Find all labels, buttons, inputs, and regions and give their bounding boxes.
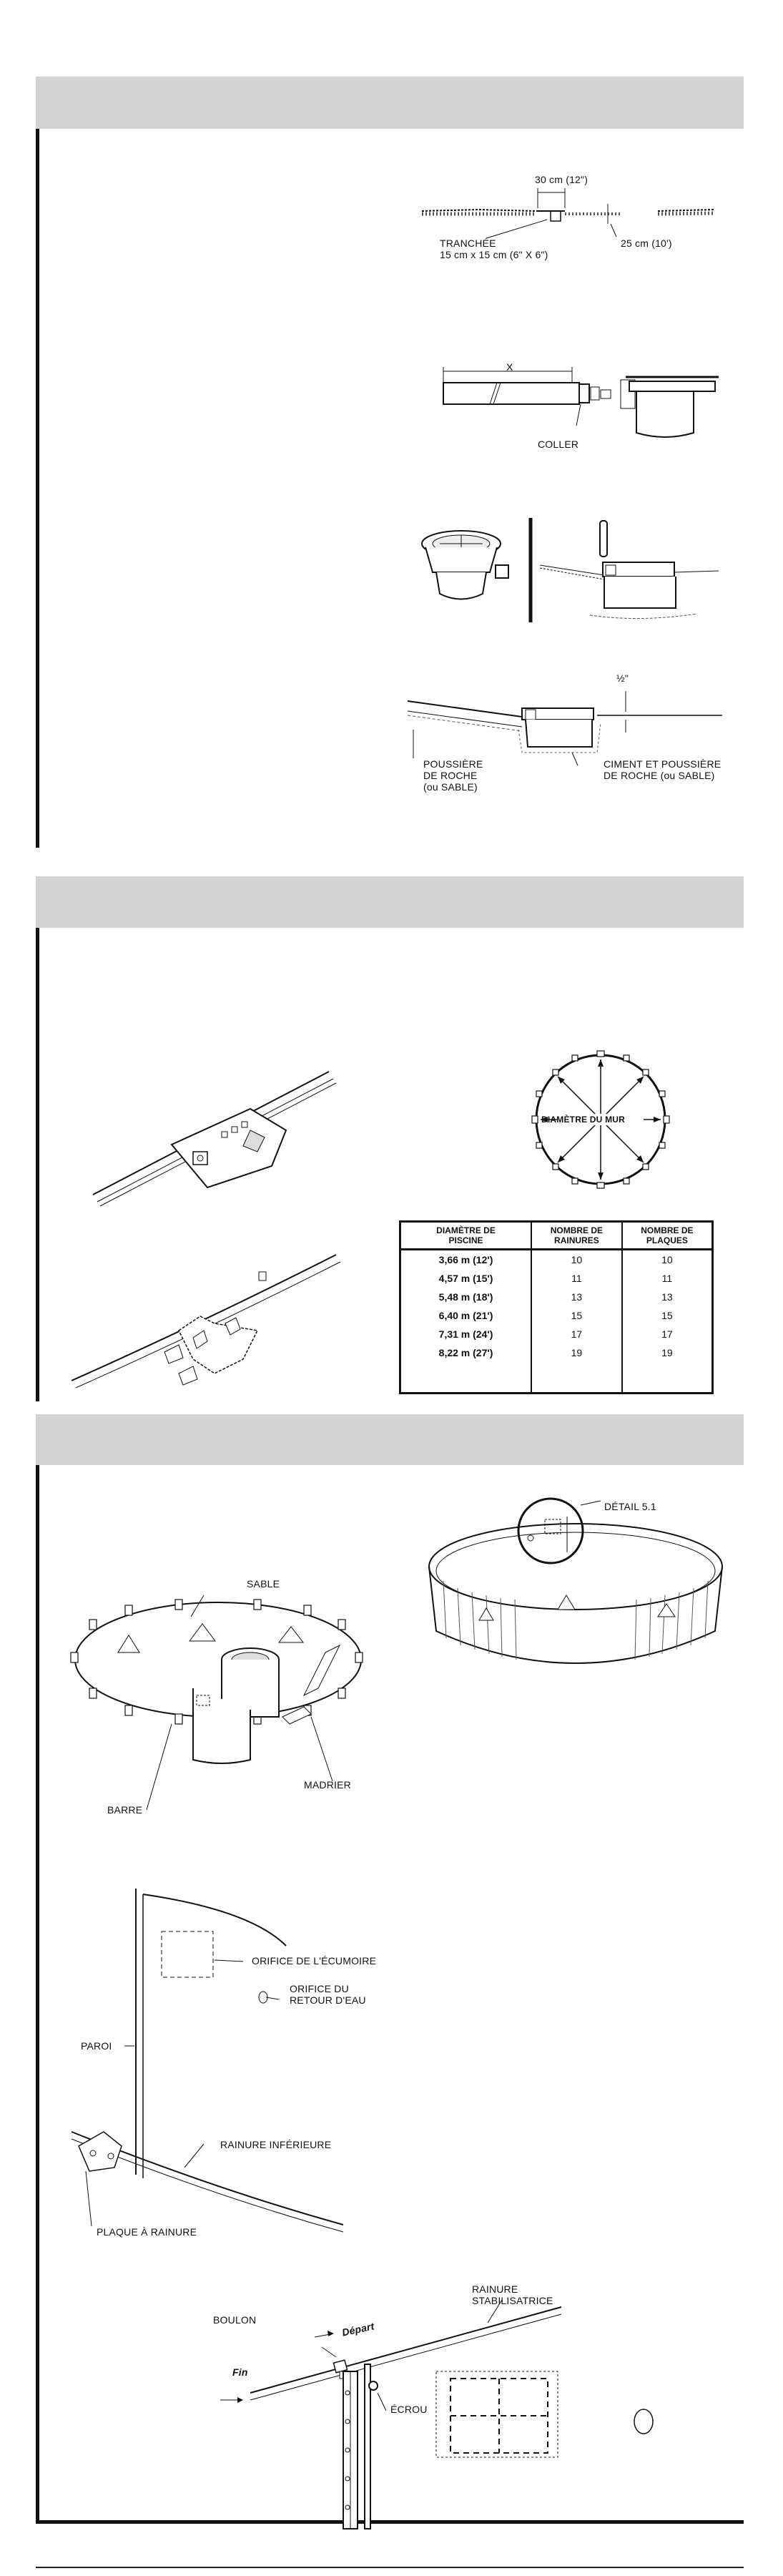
section-header-2 <box>36 876 744 928</box>
table-row <box>400 1250 713 1270</box>
track-plate-figure-2 <box>72 1252 343 1395</box>
cell-grooves: 13 <box>531 1288 622 1306</box>
pool-dimensions-table <box>399 1220 714 1394</box>
table-row <box>400 1343 713 1362</box>
column-header-grooves: NOMBRE DE RAINURES <box>531 1222 622 1250</box>
skimmer-install-figure <box>411 515 726 630</box>
table-row <box>400 1269 713 1288</box>
cell-diameter: 3,66 m (12') <box>400 1250 532 1270</box>
cell-grooves: 15 <box>531 1306 622 1325</box>
stabilizer-figure <box>207 2293 679 2536</box>
track-plate-figure-1 <box>86 1066 336 1209</box>
wall-label: PAROI <box>81 2040 112 2052</box>
cell-plates: 11 <box>661 1273 673 1284</box>
wall-holes-figure <box>72 1889 358 2261</box>
start-label: Départ <box>340 2320 375 2339</box>
groove-plate-label: PLAQUE À RAINURE <box>97 2226 197 2238</box>
bottom-groove-label: RAINURE INFÉRIEURE <box>220 2139 332 2150</box>
footer-page-mark <box>704 2567 713 2568</box>
cell-grooves: 17 <box>531 1325 622 1343</box>
cell-diameter: 6,40 m (21') <box>400 1306 532 1325</box>
cell-diameter: 7,31 m (24') <box>400 1325 532 1343</box>
trench-depth-label: 25 cm (10') <box>621 237 672 249</box>
half-inch-label: ½" <box>616 672 629 684</box>
return-hole-label: ORIFICE DU RETOUR D'EAU <box>290 1983 366 2006</box>
cell-grooves: 11 <box>531 1269 622 1288</box>
cell-plates: 19 <box>661 1347 673 1358</box>
trench-caption-label: TRANCHÉE 15 cm x 15 cm (6" X 6") <box>440 237 548 260</box>
detail-label: DÉTAIL 5.1 <box>604 1501 656 1512</box>
table-filler-row <box>400 1362 713 1394</box>
collar-label: COLLER <box>538 439 579 450</box>
section-header-1 <box>36 77 744 129</box>
footer-rule <box>36 2567 744 2568</box>
plank-label: MADRIER <box>304 1779 351 1791</box>
nut-label: ÉCROU <box>390 2404 428 2415</box>
pool-ring-figure <box>422 1495 729 1688</box>
table-header-row <box>400 1222 713 1250</box>
skimmer-section-figure <box>408 672 722 773</box>
end-label: Fin <box>232 2366 248 2378</box>
cell-plates: 13 <box>661 1291 673 1303</box>
cell-plates: 10 <box>661 1254 673 1265</box>
table-row <box>400 1325 713 1343</box>
pipe-skimmer-figure <box>429 361 729 469</box>
bolt-label: BOULON <box>213 2314 257 2326</box>
pipe-x-label: X <box>506 361 513 373</box>
cell-grooves: 10 <box>531 1250 622 1270</box>
column-header-diameter: DIAMÈTRE DE PISCINE <box>400 1222 532 1250</box>
cell-plates: 15 <box>661 1310 673 1321</box>
cell-diameter: 5,48 m (18') <box>400 1288 532 1306</box>
cell-plates: 17 <box>661 1328 673 1340</box>
sand-label: SABLE <box>247 1578 280 1590</box>
cell-diameter: 4,57 m (15') <box>400 1269 532 1288</box>
bar-label: BARRE <box>107 1804 143 1816</box>
column-header-plates: NOMBRE DE PLAQUES <box>622 1222 713 1250</box>
table-row <box>400 1306 713 1325</box>
table-row <box>400 1288 713 1306</box>
cell-grooves: 19 <box>531 1343 622 1362</box>
wall-diameter-label: DIAMÈTRE DU MUR <box>541 1115 625 1125</box>
stabilizer-groove-label: RAINURE STABILISATRICE <box>472 2283 553 2306</box>
skimmer-hole-label: ORIFICE DE L'ÉCUMOIRE <box>252 1955 377 1967</box>
section-header-3 <box>36 1414 744 1465</box>
stone-dust-label: POUSSIÈRE DE ROCHE (ou SABLE) <box>423 758 483 793</box>
cell-diameter: 8,22 m (27') <box>400 1343 532 1362</box>
trench-width-label: 30 cm (12") <box>535 174 589 185</box>
cement-dust-label: CIMENT ET POUSSIÈRE DE ROCHE (ou SABLE) <box>604 758 722 781</box>
